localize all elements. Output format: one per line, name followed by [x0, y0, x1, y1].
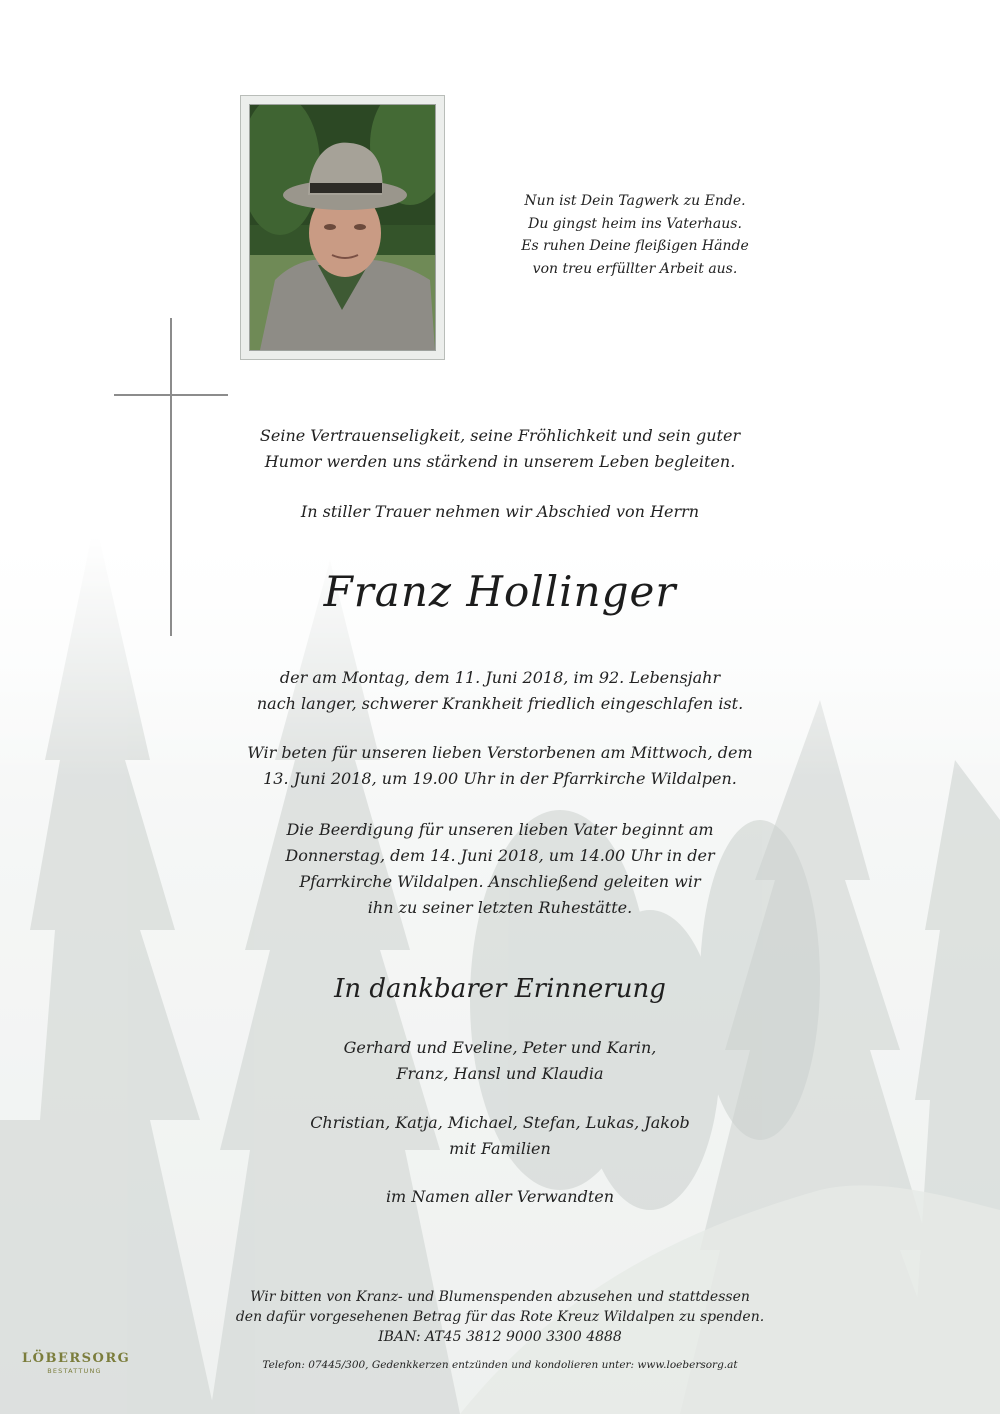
death-line: der am Montag, dem 11. Juni 2018, im 92. Lebensjahr [279, 668, 721, 687]
intro-line: Seine Vertrauenseligkeit, seine Fröhlichkeit und sein guter [259, 426, 741, 445]
farewell-line: In stiller Trauer nehmen wir Abschied von Herrn [300, 502, 700, 521]
logo-subtitle: BESTATTUNG [47, 1367, 102, 1375]
prayer-notice [0, 740, 1000, 792]
contact-line: Telefon: 07445/300, Gedenkkerzen entzünden und kondolieren unter: www.loebersorg.at [262, 1359, 738, 1371]
intro-line: Humor werden uns stärkend in unserem Leben begleiten. [264, 452, 736, 471]
motto-line: Nun ist Dein Tagwerk zu Ende. [524, 193, 746, 209]
iban-line: IBAN: AT45 3812 9000 3300 4888 [378, 1329, 622, 1345]
funeral-home-logo [22, 1351, 131, 1375]
funeral-line: Pfarrkirche Wildalpen. Anschließend geleiten wir [299, 872, 701, 891]
gratitude-heading: In dankbarer Erinnerung [334, 974, 666, 1004]
donation-request [0, 1287, 1000, 1347]
funeral-line: Donnerstag, dem 14. Juni 2018, um 14.00 Uhr in der [285, 846, 715, 865]
motto-verse [430, 190, 840, 280]
deceased-name: Franz Hollinger [323, 567, 677, 616]
grandchildren-line: mit Familien [449, 1139, 551, 1158]
motto-line: Du gingst heim ins Vaterhaus. [528, 215, 742, 232]
death-notice [0, 665, 1000, 717]
cross-horizontal-bar [114, 394, 228, 396]
grandchildren-line: Christian, Katja, Michael, Stefan, Lukas, Jakob [310, 1113, 690, 1132]
death-line: nach langer, schwerer Krankheit friedlich eingeschlafen ist. [256, 694, 744, 713]
family-line: Gerhard und Eveline, Peter und Karin, [343, 1038, 657, 1057]
prayer-line: 13. Juni 2018, um 19.00 Uhr in der Pfarrkirche Wildalpen. [263, 769, 737, 788]
family-line: Franz, Hansl und Klaudia [396, 1064, 604, 1083]
relatives-line: im Namen aller Verwandten [385, 1187, 615, 1206]
funeral-line: ihn zu seiner letzten Ruhestätte. [367, 898, 633, 917]
portrait-photo [249, 104, 436, 351]
family-list [0, 1035, 1000, 1087]
funeral-notice [0, 817, 1000, 921]
grandchildren-list [0, 1110, 1000, 1162]
motto-line: von treu erfüllter Arbeit aus. [532, 260, 738, 277]
motto-line: Es ruhen Deine fleißigen Hände [521, 238, 749, 254]
funeral-line: Die Beerdigung für unseren lieben Vater beginnt am [286, 820, 714, 839]
donation-line: den dafür vorgesehenen Betrag für das Rote Kreuz Wildalpen zu spenden. [235, 1309, 765, 1325]
prayer-line: Wir beten für unseren lieben Verstorbenen am Mittwoch, dem [247, 743, 753, 762]
donation-line: Wir bitten von Kranz- und Blumenspenden abzusehen und stattdessen [250, 1289, 750, 1305]
intro-text [0, 423, 1000, 475]
portrait-frame [240, 95, 445, 360]
logo-name: LÖBERSORG [22, 1351, 131, 1366]
